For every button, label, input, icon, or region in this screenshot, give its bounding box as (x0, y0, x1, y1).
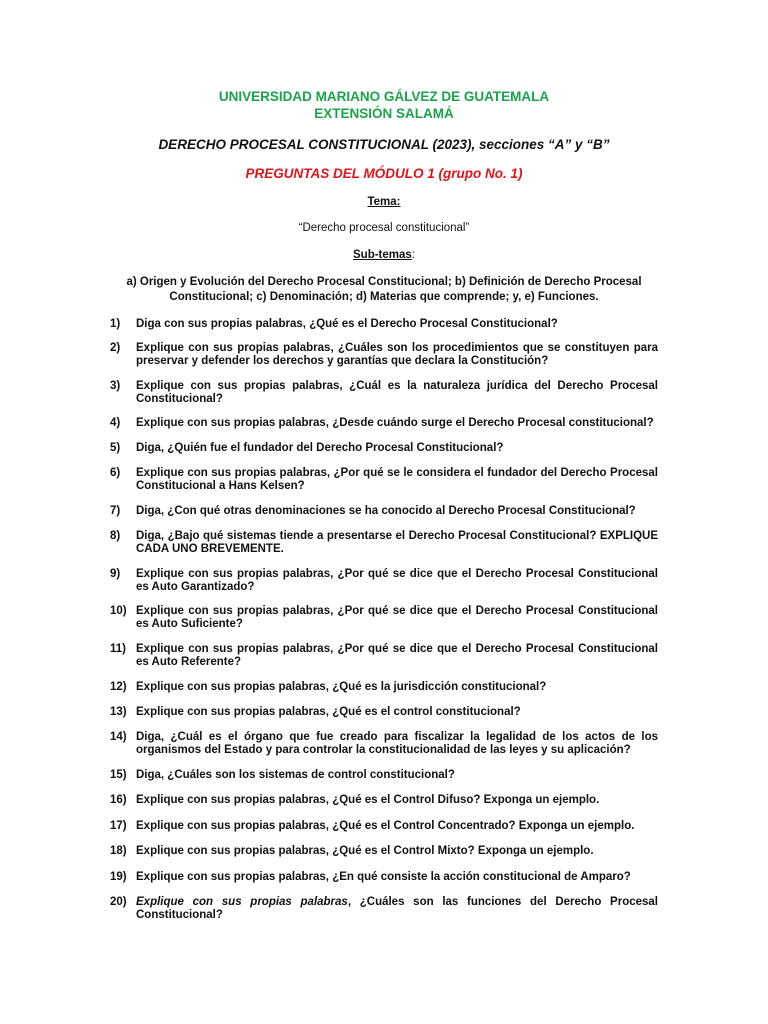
course-title: DERECHO PROCESAL CONSTITUCIONAL (2023), secciones “A” y “B” (158, 137, 610, 152)
question-number: 8) (110, 530, 121, 542)
question-item (110, 530, 658, 556)
question-text: Explique con sus propias palabras, ¿Qué es el Control Difuso? Exponga un ejemplo. (136, 794, 600, 806)
question-number: 20) (110, 896, 127, 908)
question-number: 5) (110, 442, 121, 454)
extension-name: EXTENSIÓN SALAMÁ (314, 106, 454, 121)
question-number: 19) (110, 871, 127, 883)
question-item (110, 605, 658, 631)
question-text: Explique con sus propias palabras, ¿Por qué se dice que el Derecho Procesal Constitucional es Auto Garantizado? (136, 568, 658, 593)
question-item (110, 442, 658, 455)
question-text-rest: , ¿Cuáles son las funciones del Derecho Procesal Constitucional? (136, 896, 659, 921)
question-item (110, 505, 658, 518)
question-text: Explique con sus propias palabras, ¿Desde cuándo surge el Derecho Procesal constitucional? (136, 417, 654, 429)
tema-label: Tema: (367, 196, 401, 208)
question-text: Diga, ¿Con qué otras denominaciones se ha conocido al Derecho Procesal Constitucional? (136, 505, 636, 517)
question-text: Diga, ¿Cuál es el órgano que fue creado para fiscalizar la legalidad de los actos de los organismos del Estado y para controlar la constitucionalidad de las leyes y su aplicación? (136, 731, 658, 756)
question-number: 4) (110, 417, 121, 429)
question-text: Explique con sus propias palabras, ¿Qué es el Control Mixto? Exponga un ejemplo. (136, 845, 594, 857)
question-item (110, 731, 658, 757)
question-text: Explique con sus propias palabras, ¿Cuál es la naturaleza jurídica del Derecho Procesal Constitucional? (136, 380, 658, 405)
module-title: PREGUNTAS DEL MÓDULO 1 (grupo No. 1) (245, 166, 523, 181)
subtemas-label (0, 249, 768, 261)
question-number: 3) (110, 380, 121, 392)
question-number: 16) (110, 794, 127, 806)
question-text: Explique con sus propias palabras, ¿Por qué se dice que el Derecho Procesal Constitucional es Auto Referente? (136, 643, 658, 668)
question-text: Explique con sus propias palabras, ¿Qué es la jurisdicción constitucional? (136, 681, 547, 693)
question-number: 10) (110, 605, 127, 617)
question-text: Explique con sus propias palabras, ¿Por qué se dice que el Derecho Procesal Constitucional es Auto Suficiente? (136, 605, 658, 630)
question-number: 2) (110, 342, 121, 354)
question-text: Explique con sus propias palabras, ¿En qué consiste la acción constitucional de Amparo? (136, 871, 631, 883)
question-text: Explique con sus propias palabras, ¿Por qué se le considera el fundador del Derecho Procesal Constitucional a Hans Kelsen? (136, 467, 658, 492)
question-item (110, 794, 658, 807)
subtemas-label-text: Sub-temas (353, 249, 412, 261)
question-number: 6) (110, 467, 121, 479)
question-text: Diga, ¿Cuáles son los sistemas de control constitucional? (136, 769, 455, 781)
question-item (110, 769, 658, 782)
question-text (136, 896, 658, 922)
question-number: 17) (110, 820, 127, 832)
question-text: Explique con sus propias palabras, ¿Cuáles son los procedimientos que se constituyen para preservar y defender los derechos y garantías que declara la Constitución? (136, 342, 658, 367)
question-text: Diga, ¿Bajo qué sistemas tiende a presentarse el Derecho Procesal Constitucional? EXPLIQUE CADA UNO BREVEMENTE. (136, 530, 658, 555)
question-item (110, 568, 658, 594)
question-number: 12) (110, 681, 127, 693)
tema-text: “Derecho procesal constitucional” (298, 222, 470, 234)
university-name: UNIVERSIDAD MARIANO GÁLVEZ DE GUATEMALA (218, 89, 550, 104)
question-item (110, 820, 658, 833)
question-number: 9) (110, 568, 121, 580)
question-number: 1) (110, 318, 121, 330)
question-item (110, 706, 658, 719)
subtemas-text: a) Origen y Evolución del Derecho Procesal Constitucional; b) Definición de Derecho Procesal Constitucional; c) Denominación; d) Materias que comprende; y, e) Funciones. (126, 276, 642, 303)
question-number: 18) (110, 845, 127, 857)
question-item (110, 318, 658, 331)
question-number: 11) (110, 643, 126, 655)
question-item (110, 845, 658, 858)
question-item (110, 467, 658, 493)
question-item (110, 896, 658, 922)
question-item (110, 871, 658, 884)
question-number: 13) (110, 706, 127, 718)
question-number: 15) (110, 769, 127, 781)
question-item (110, 342, 658, 368)
question-number: 14) (110, 731, 127, 743)
question-item (110, 643, 658, 669)
question-text: Diga con sus propias palabras, ¿Qué es el Derecho Procesal Constitucional? (136, 318, 558, 330)
question-text: Explique con sus propias palabras, ¿Qué es el control constitucional? (136, 706, 521, 718)
subtemas-label-colon: : (411, 249, 415, 261)
question-text: Diga, ¿Quién fue el fundador del Derecho Procesal Constitucional? (136, 442, 504, 454)
question-text: Explique con sus propias palabras, ¿Qué es el Control Concentrado? Exponga un ejemplo. (136, 820, 635, 832)
question-item (110, 417, 658, 430)
question-item (110, 380, 658, 406)
question-text-italic: Explique con sus propias palabras (136, 896, 348, 908)
question-item (110, 681, 658, 694)
question-number: 7) (110, 505, 121, 517)
